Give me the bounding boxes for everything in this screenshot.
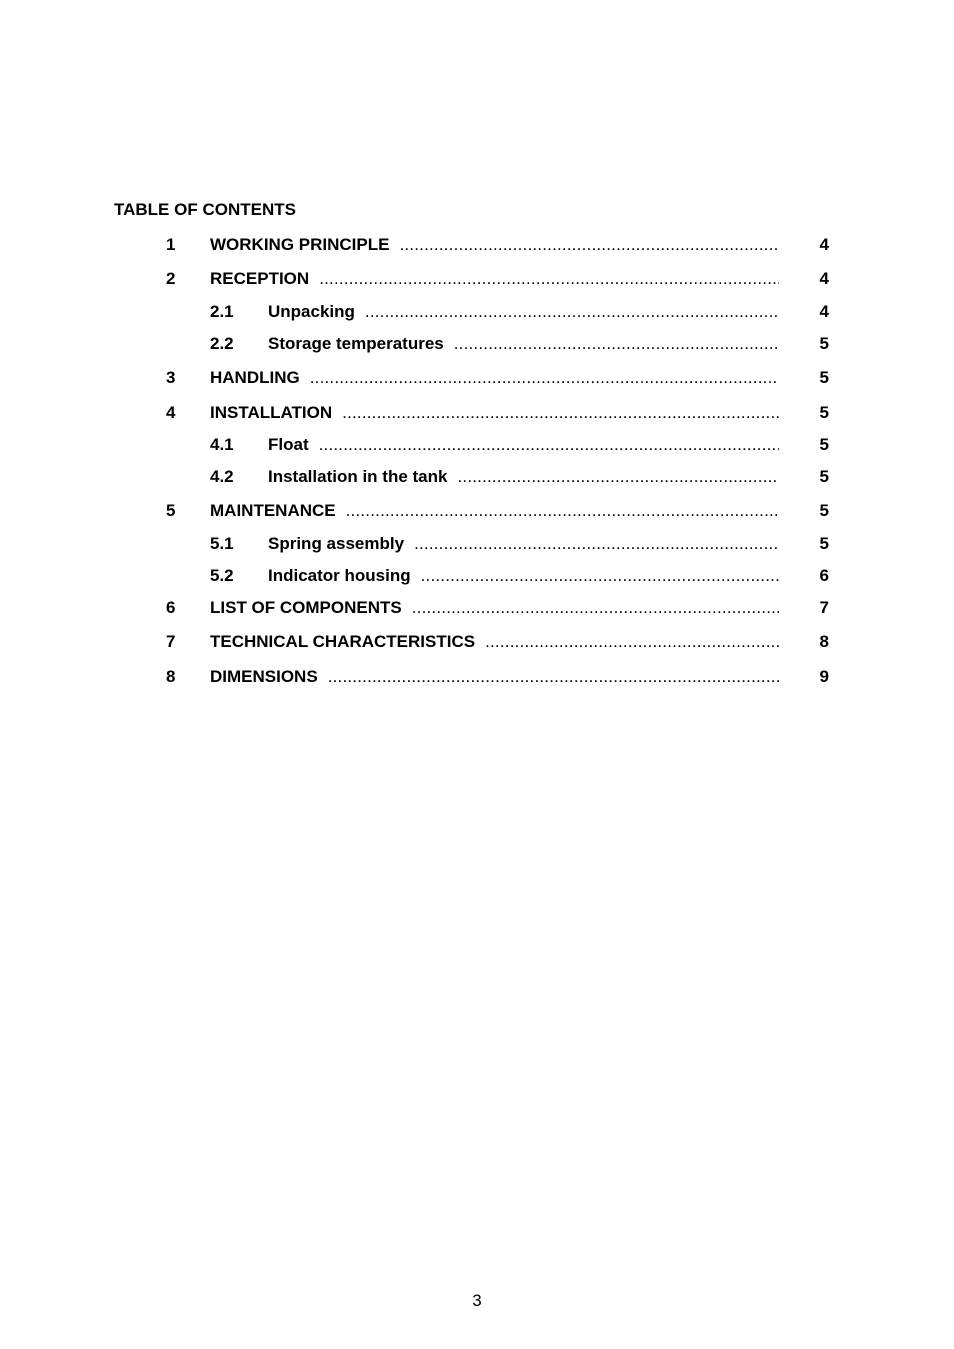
toc-entry-leader (268, 333, 779, 355)
toc-entry-label: Indicator housing (268, 565, 421, 587)
toc-entry-leader (268, 301, 779, 323)
toc-entry-leader (210, 234, 779, 256)
toc-entry-page: 9 (819, 667, 829, 686)
toc-entry-number: 5.1 (210, 534, 234, 553)
toc-entry-leader (210, 367, 779, 389)
toc-entry-page: 5 (819, 501, 829, 520)
toc-entry-number: 4.1 (210, 435, 234, 454)
toc-entry-number: 1 (166, 235, 176, 254)
toc-entry-leader (210, 666, 779, 688)
toc-entry-leader (210, 500, 779, 522)
toc-entry-label: Installation in the tank (268, 466, 457, 488)
toc-entry[interactable] (0, 597, 954, 619)
toc-entry-number: 4.2 (210, 467, 234, 486)
toc-entry[interactable] (0, 666, 954, 688)
dot-leader (346, 500, 779, 522)
toc-entry-label: LIST OF COMPONENTS (210, 597, 412, 619)
toc-entry-page: 8 (819, 632, 829, 651)
toc-entry-label: Spring assembly (268, 533, 414, 555)
toc-entry-page: 4 (819, 302, 829, 321)
toc-entry-label: WORKING PRINCIPLE (210, 234, 399, 256)
toc-entry-label: HANDLING (210, 367, 310, 389)
toc-entry-page: 6 (819, 566, 829, 585)
toc-entry-page: 5 (819, 534, 829, 553)
dot-leader (310, 367, 779, 389)
dot-leader (412, 597, 779, 619)
toc-entry-label: DIMENSIONS (210, 666, 328, 688)
toc-entry-leader (210, 597, 779, 619)
toc-entry-leader (268, 565, 779, 587)
toc-entry-label: RECEPTION (210, 268, 319, 290)
toc-entry-number: 5 (166, 501, 176, 520)
toc-heading: TABLE OF CONTENTS (114, 200, 296, 219)
dot-leader (399, 234, 779, 256)
toc-entry-label: Storage temperatures (268, 333, 454, 355)
toc-entry-number: 7 (166, 632, 176, 651)
dot-leader (365, 301, 779, 323)
toc-entry-page: 5 (819, 435, 829, 454)
toc-entry[interactable] (0, 268, 954, 290)
dot-leader (421, 565, 779, 587)
toc-entry-number: 8 (166, 667, 176, 686)
toc-subentry[interactable] (0, 333, 954, 355)
toc-entry-number: 6 (166, 598, 176, 617)
dot-leader (457, 466, 779, 488)
toc-entry-number: 3 (166, 368, 176, 387)
toc-entry-number: 2 (166, 269, 176, 288)
toc-entry-page: 4 (819, 269, 829, 288)
dot-leader (485, 631, 779, 653)
toc-entry[interactable] (0, 234, 954, 256)
toc-entry-number: 2.2 (210, 334, 234, 353)
toc-entry[interactable] (0, 500, 954, 522)
dot-leader (328, 666, 779, 688)
toc-entry-number: 2.1 (210, 302, 234, 321)
toc-entry-leader (210, 402, 779, 424)
toc-entry-label: INSTALLATION (210, 402, 342, 424)
toc-entry-page: 5 (819, 368, 829, 387)
toc-entry-leader (210, 268, 779, 290)
dot-leader (454, 333, 779, 355)
toc-entry-label: MAINTENANCE (210, 500, 346, 522)
toc-entry[interactable] (0, 402, 954, 424)
toc-entry-label: Unpacking (268, 301, 365, 323)
dot-leader (319, 268, 779, 290)
toc-entry-leader (268, 434, 779, 456)
toc-entry-leader (268, 466, 779, 488)
toc-entry-page: 5 (819, 334, 829, 353)
dot-leader (414, 533, 779, 555)
toc-entry-page: 5 (819, 467, 829, 486)
toc-subentry[interactable] (0, 301, 954, 323)
toc-subentry[interactable] (0, 434, 954, 456)
page-number: 3 (472, 1291, 482, 1310)
toc-entry-leader (268, 533, 779, 555)
toc-subentry[interactable] (0, 466, 954, 488)
toc-entry-number: 4 (166, 403, 176, 422)
toc-entry-number: 5.2 (210, 566, 234, 585)
dot-leader (342, 402, 779, 424)
toc-entry[interactable] (0, 631, 954, 653)
dot-leader (319, 434, 779, 456)
toc-entry-page: 5 (819, 403, 829, 422)
toc-entry-page: 7 (819, 598, 829, 617)
toc-entry-label: TECHNICAL CHARACTERISTICS (210, 631, 485, 653)
toc-entry[interactable] (0, 367, 954, 389)
toc-entry-leader (210, 631, 779, 653)
toc-subentry[interactable] (0, 565, 954, 587)
toc-subentry[interactable] (0, 533, 954, 555)
toc-entry-page: 4 (819, 235, 829, 254)
toc-entry-label: Float (268, 434, 319, 456)
